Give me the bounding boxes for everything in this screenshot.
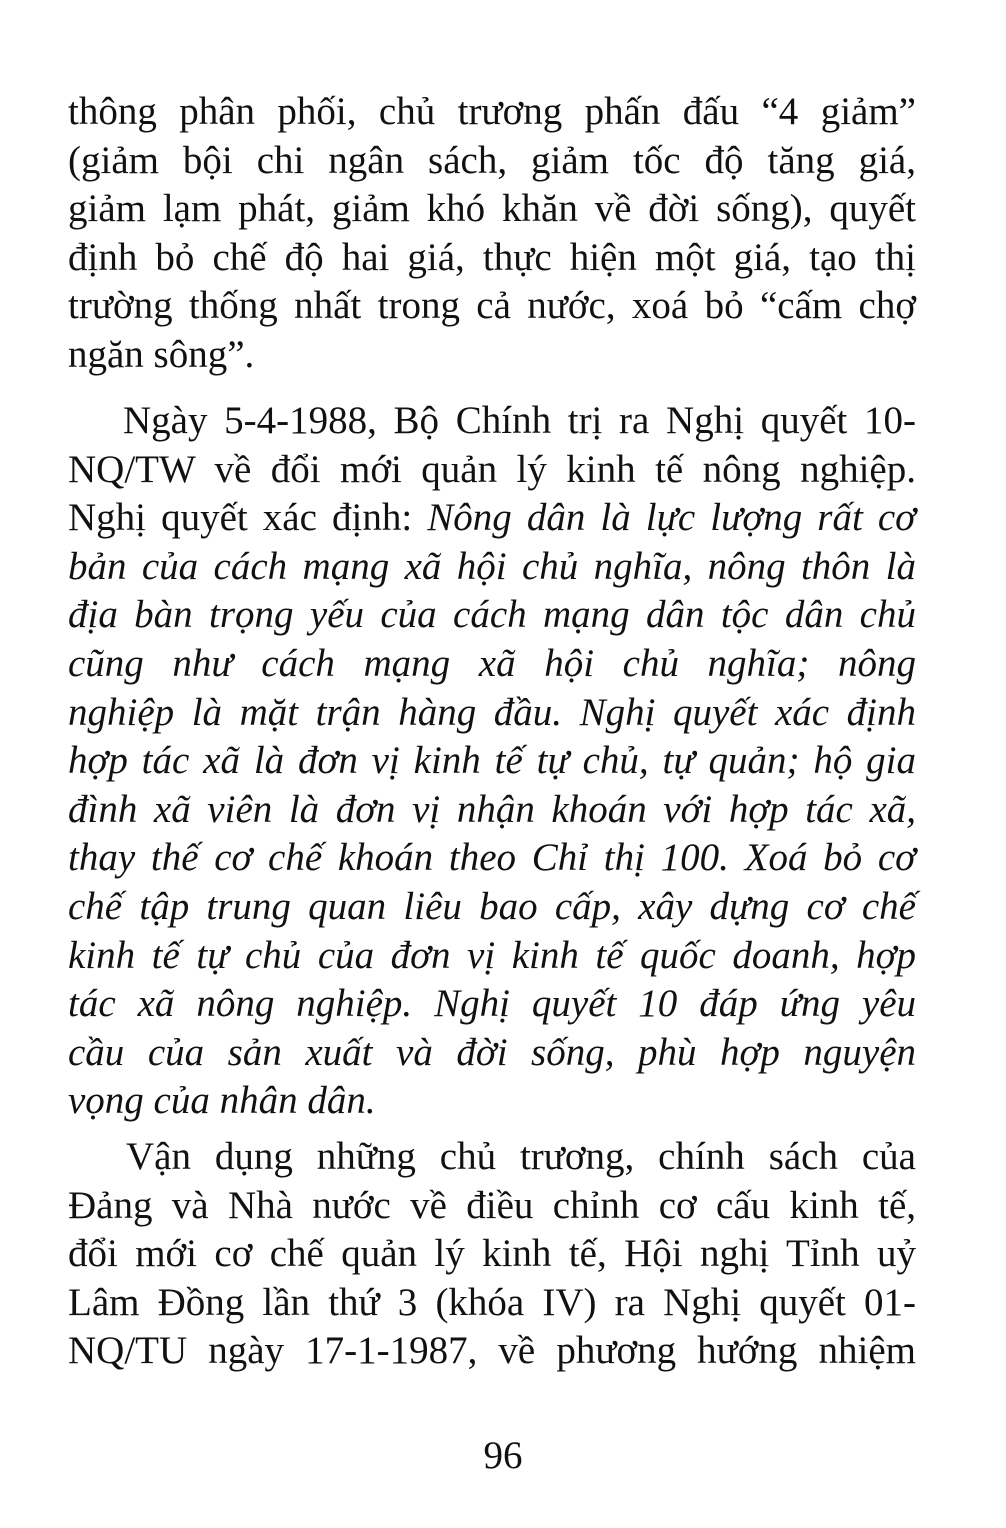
text-line: định bỏ chế độ hai giá, thực hiện một giá, tạo thị <box>68 235 916 279</box>
text-line: thay thế cơ chế khoán theo Chỉ thị 100. Xoá bỏ cơ <box>68 836 916 880</box>
page-number: 96 <box>483 1434 523 1477</box>
text-line: bản của cách mạng xã hội chủ nghĩa, nông thôn là <box>68 544 916 588</box>
text-line: giảm lạm phát, giảm khó khăn về đời sống), quyết <box>68 187 916 231</box>
text-line: thông phân phối, chủ trương phấn đấu “4 giảm” <box>68 90 916 133</box>
text-line: Ngày 5-4-1988, Bộ Chính trị ra Nghị quyết 10- <box>123 399 916 442</box>
text-line: cầu của sản xuất và đời sống, phù hợp nguyện <box>68 1030 916 1074</box>
text-run: Nghị quyết xác định: <box>68 496 428 540</box>
paragraph-2 <box>68 397 916 1126</box>
paragraph-1 <box>68 88 916 380</box>
text-line: NQ/TU ngày 17-1-1987, về phương hướng nhiệm <box>68 1329 916 1373</box>
text-line: (giảm bội chi ngân sách, giảm tốc độ tăng giá, <box>68 138 916 182</box>
text-line: Đảng và Nhà nước về điều chỉnh cơ cấu kinh tế, <box>68 1183 916 1227</box>
text-line: nghiệp là mặt trận hàng đầu. Nghị quyết xác định <box>68 690 916 734</box>
text-line: hợp tác xã là đơn vị kinh tế tự chủ, tự quản; hộ gia <box>68 739 916 783</box>
paragraph-3 <box>68 1133 916 1376</box>
text-line: Vận dụng những chủ trương, chính sách của <box>126 1135 916 1178</box>
text-line: địa bàn trọng yếu của cách mạng dân tộc dân chủ <box>68 593 916 637</box>
text-line: đổi mới cơ chế quản lý kinh tế, Hội nghị Tỉnh uỷ <box>68 1232 916 1276</box>
text-line: ngăn sông”. <box>68 332 255 376</box>
text-line: kinh tế tự chủ của đơn vị kinh tế quốc doanh, hợp <box>68 933 916 977</box>
text-line: tác xã nông nghiệp. Nghị quyết 10 đáp ứng yêu <box>68 982 916 1026</box>
text-line: trường thống nhất trong cả nước, xoá bỏ “cấm chợ <box>68 284 916 328</box>
text-line: cũng như cách mạng xã hội chủ nghĩa; nông <box>68 641 916 685</box>
text-line: vọng của nhân dân. <box>68 1079 376 1123</box>
text-line <box>68 494 916 543</box>
text-line: NQ/TW về đổi mới quản lý kinh tế nông nghiệp. <box>68 447 916 491</box>
text-line: Lâm Đồng lần thứ 3 (khóa IV) ra Nghị quyết 01- <box>68 1280 916 1324</box>
text-line: chế tập trung quan liêu bao cấp, xây dựng cơ chế <box>68 884 916 928</box>
italic-run: Nông dân là lực lượng rất cơ <box>427 496 916 540</box>
text-line: đình xã viên là đơn vị nhận khoán với hợp tác xã, <box>68 787 916 831</box>
